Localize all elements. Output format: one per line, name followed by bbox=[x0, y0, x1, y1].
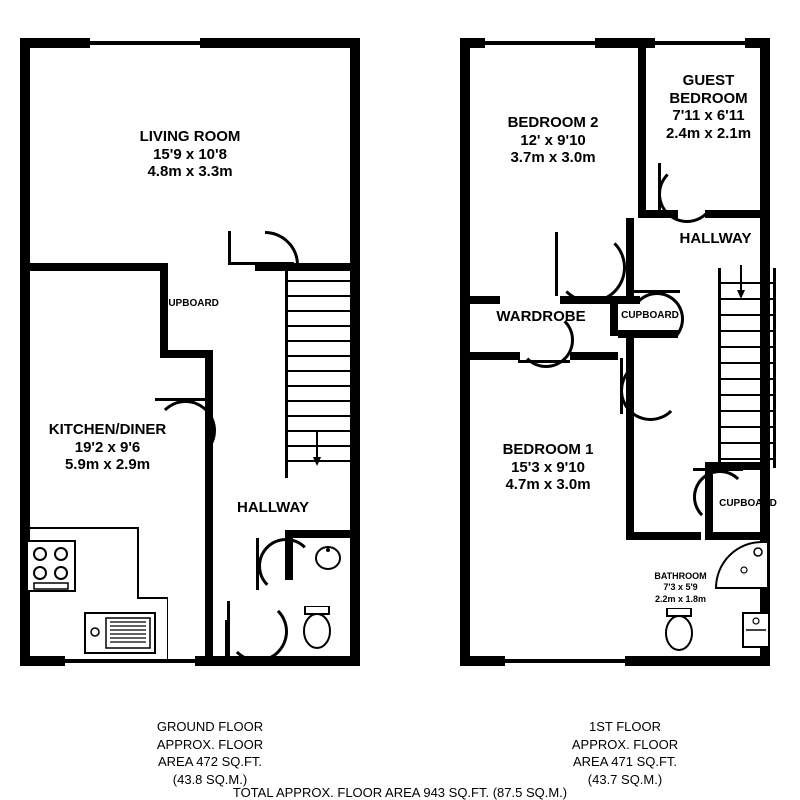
room-label-bathroom bbox=[628, 571, 733, 605]
bath-basin-icon bbox=[742, 612, 770, 648]
sink-icon bbox=[84, 612, 156, 654]
room-label-living-room bbox=[85, 128, 295, 181]
caption-line: AREA 471 SQ.FT. bbox=[572, 754, 678, 770]
room-dim-metric: 5.9m x 2.9m bbox=[64, 456, 151, 474]
door-wc-arc bbox=[258, 538, 314, 594]
wall-window-bottom bbox=[505, 659, 625, 663]
room-name: BATHROOM bbox=[654, 571, 707, 581]
room-label-bedroom-2 bbox=[468, 114, 638, 167]
room-dim-imperial: 7'3 x 5'9 bbox=[663, 582, 698, 593]
door-guest-arc bbox=[658, 165, 716, 223]
wall-exterior-bottom bbox=[460, 656, 505, 666]
room-dim-metric: 4.8m x 3.3m bbox=[147, 163, 233, 181]
room-name-line1: GUEST bbox=[682, 72, 735, 89]
caption-line: AREA 472 SQ.FT. bbox=[157, 754, 263, 770]
door-guest-leaf bbox=[658, 163, 661, 217]
room-name: WARDROBE bbox=[496, 308, 586, 325]
room-dim-metric: 2.2m x 1.8m bbox=[654, 593, 707, 604]
bath-toilet-icon bbox=[662, 608, 696, 652]
wall-living-bottom bbox=[20, 263, 160, 271]
door-bed2-arc bbox=[555, 232, 626, 303]
door-bed1-arc bbox=[620, 360, 681, 421]
room-label-cupboard-ground bbox=[145, 298, 235, 310]
wall-window-top-left bbox=[485, 41, 595, 45]
door-bed2-leaf bbox=[555, 232, 558, 296]
first-floor-caption bbox=[475, 718, 775, 788]
wall-exterior-top-2 bbox=[200, 38, 360, 48]
room-name: KITCHEN/DINER bbox=[48, 421, 167, 438]
wall-exterior-bottom-2 bbox=[625, 656, 770, 666]
wall-wardrobe-bottom-2 bbox=[570, 352, 618, 360]
wall-cupboard-right bbox=[160, 263, 168, 358]
room-label-guest-bedroom bbox=[646, 72, 771, 143]
ground-floor-caption bbox=[60, 718, 360, 788]
room-name: HALLWAY bbox=[237, 499, 309, 516]
wall-exterior-top bbox=[20, 38, 90, 48]
wall-bath-divider bbox=[705, 532, 770, 540]
wall-bath-top bbox=[626, 532, 701, 540]
room-name: CUPBOARD bbox=[719, 498, 777, 509]
door-wc-leaf bbox=[256, 538, 259, 590]
room-name: BEDROOM 1 bbox=[502, 441, 594, 458]
total-area-caption: TOTAL APPROX. FLOOR AREA 943 SQ.FT. (87.5 SQ.M.) bbox=[232, 785, 568, 800]
wall-wardrobe-bottom bbox=[460, 352, 520, 360]
room-label-cupboard-first bbox=[610, 310, 690, 322]
room-dim-imperial: 7'11 x 6'11 bbox=[672, 107, 745, 125]
room-name: CUPBOARD bbox=[161, 298, 219, 309]
room-dim-metric: 2.4m x 2.1m bbox=[665, 125, 752, 143]
caption-line: 1ST FLOOR bbox=[588, 719, 661, 734]
room-name: LIVING ROOM bbox=[139, 128, 241, 145]
room-name-line2: BEDROOM bbox=[669, 89, 748, 107]
basin-icon bbox=[314, 545, 342, 571]
room-label-hallway-first bbox=[658, 230, 773, 248]
caption-line: GROUND FLOOR bbox=[156, 719, 264, 734]
wall-exterior-bottom-2 bbox=[195, 656, 360, 666]
room-dim-imperial: 15'9 x 10'8 bbox=[153, 145, 227, 163]
wall-exterior-top-mid bbox=[595, 38, 655, 48]
door-hall-entry-leaf bbox=[227, 601, 230, 656]
door-wardrobe-leaf bbox=[518, 360, 570, 363]
wall-window-top bbox=[90, 41, 200, 45]
ground-floor-plan bbox=[0, 0, 400, 700]
wall-cupboard-bottom bbox=[160, 350, 210, 358]
toilet-icon bbox=[300, 606, 334, 650]
room-label-bedroom-1 bbox=[468, 441, 628, 494]
door-cupboard-first-leaf bbox=[630, 290, 680, 293]
room-name: CUPBOARD bbox=[621, 310, 679, 321]
door-cupboard2-leaf bbox=[693, 468, 743, 471]
door-cupboard2-arc bbox=[693, 470, 747, 524]
room-dim-metric: 3.7m x 3.0m bbox=[510, 149, 596, 167]
room-name: BEDROOM 2 bbox=[507, 114, 599, 131]
room-name: HALLWAY bbox=[679, 230, 752, 247]
wall-bed2-bottom bbox=[460, 296, 500, 304]
door-bed1-leaf bbox=[620, 358, 623, 414]
room-dim-metric: 4.7m x 3.0m bbox=[505, 476, 591, 494]
door-hall-entry-arc bbox=[227, 601, 288, 662]
room-label-cupboard-first-2 bbox=[708, 498, 788, 510]
first-floor-plan bbox=[430, 0, 800, 700]
room-label-hallway-ground bbox=[218, 499, 328, 517]
caption-line: (43.8 SQ.M.) bbox=[172, 771, 248, 787]
stair-direction-arrow-ground bbox=[310, 432, 324, 466]
wall-window-top-right bbox=[655, 41, 745, 45]
stair-direction-arrow-first bbox=[734, 265, 748, 299]
room-label-wardrobe bbox=[466, 308, 616, 326]
caption-line: APPROX. FLOOR bbox=[571, 736, 679, 752]
caption-line: APPROX. FLOOR bbox=[156, 736, 264, 752]
door-kitchen-leaf bbox=[155, 398, 210, 401]
caption-line: (43.7 SQ.M.) bbox=[587, 771, 663, 787]
wall-wc-top bbox=[285, 530, 360, 538]
room-label-kitchen-diner bbox=[10, 421, 205, 474]
room-dim-imperial: 12' x 9'10 bbox=[520, 131, 586, 149]
hob-icon bbox=[26, 540, 76, 592]
door-living-leaf bbox=[228, 262, 294, 265]
wall-guest-bottom-right bbox=[705, 210, 770, 218]
wall-guest-left bbox=[638, 38, 646, 218]
room-dim-imperial: 15'3 x 9'10 bbox=[511, 458, 585, 476]
room-dim-imperial: 19'2 x 9'6 bbox=[74, 438, 141, 456]
